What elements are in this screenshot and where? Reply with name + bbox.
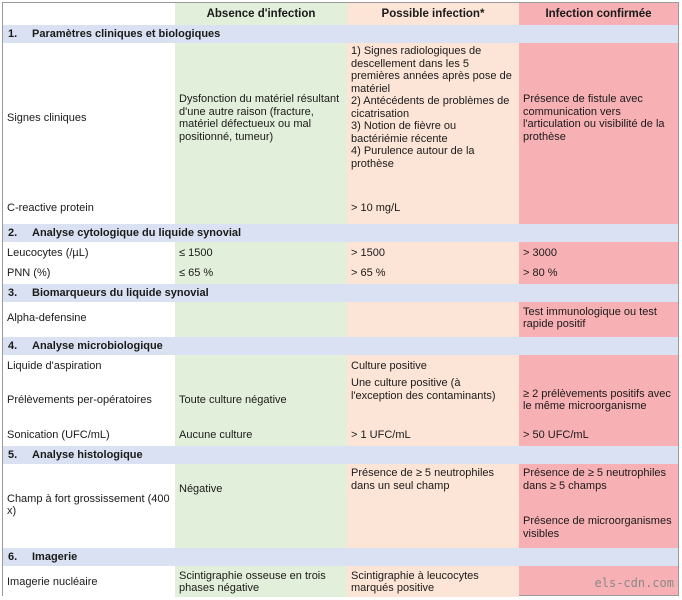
section-title: Analyse histologique [32, 449, 143, 461]
cell-imagerie-absence: Scintigraphie osseuse en trois phases négative [175, 567, 347, 597]
section-microbiology [3, 337, 678, 355]
row-label-aspiration: Liquide d'aspiration [3, 356, 175, 376]
section-number: 6. [8, 551, 18, 563]
cell-prelevements-possible: Une culture positive (à l'exception des contaminants) [347, 377, 519, 423]
section-number: 1. [8, 28, 18, 40]
cell-leucocytes-possible: > 1500 [347, 243, 519, 263]
section-title: Paramètres cliniques et biologiques [32, 28, 221, 40]
section-title: Analyse microbiologique [32, 340, 163, 352]
section-title: Analyse cytologique du liquide synovial [32, 227, 242, 239]
cell-champ-absence: Négative [175, 483, 347, 503]
cell-alpha-confirmed: Test immunologique ou test rapide positif [519, 303, 678, 333]
row-label-sonication: Sonication (UFC/mL) [3, 425, 175, 445]
cell-aspiration-possible: Culture positive [347, 356, 519, 376]
section-title: Biomarqueurs du liquide synovial [32, 287, 209, 299]
cell-champ-confirmed-2: Présence de microorganismes visibles [519, 515, 678, 545]
row-label-signes: Signes cliniques [3, 43, 175, 193]
cell-leucocytes-confirmed: > 3000 [519, 243, 678, 263]
cell-champ-possible: Présence de ≥ 5 neutrophiles dans un seul champ [347, 467, 519, 511]
cell-signes-possible: 1) Signes radiologiques de descellement dans les 5 premières années après pose de matériel 2) Antécédents de problèmes de cicatrisation 3) Notion de fièvre ou bactériémie récente 4) Purulence autour de la prothèse [347, 45, 519, 193]
cell-leucocytes-absence: ≤ 1500 [175, 243, 347, 263]
section-title: Imagerie [32, 551, 78, 563]
row-label-crp: C-reactive protein [3, 195, 175, 221]
section-clinical [3, 25, 678, 43]
watermark: els-cdn.com [594, 576, 674, 590]
header-confirmed: Infection confirmée [519, 3, 678, 25]
header-possible: Possible infection* [347, 3, 519, 25]
section-number: 2. [8, 227, 18, 239]
cell-signes-confirmed: Présence de fistule avec communication vers l'articulation ou visibilité de la prothèse [519, 43, 678, 193]
cell-crp-possible: > 10 mg/L [347, 195, 519, 221]
cell-prelevements-absence: Toute culture négative [175, 378, 347, 422]
criteria-table [2, 2, 679, 596]
section-number: 4. [8, 340, 18, 352]
cell-sonication-confirmed: > 50 UFC/mL [519, 425, 678, 445]
cell-champ-confirmed-1: Présence de ≥ 5 neutrophiles dans ≥ 5 champs [519, 467, 678, 507]
row-label-leucocytes: Leucocytes (/µL) [3, 243, 175, 263]
row-label-prelevements: Prélèvements per-opératoires [3, 378, 175, 422]
cell-pnn-possible: > 65 % [347, 263, 519, 283]
cell-imagerie-possible: Scintigraphie à leucocytes marqués positive [347, 567, 519, 597]
cell-prelevements-confirmed: ≥ 2 prélèvements positifs avec le même microorganisme [519, 378, 678, 422]
section-biomarkers [3, 284, 678, 302]
cell-pnn-absence: ≤ 65 % [175, 263, 347, 283]
section-number: 5. [8, 449, 18, 461]
section-cytology [3, 224, 678, 242]
cell-sonication-absence: Aucune culture [175, 425, 347, 445]
cell-pnn-confirmed: > 80 % [519, 263, 678, 283]
section-number: 3. [8, 287, 18, 299]
row-label-pnn: PNN (%) [3, 263, 175, 283]
section-imaging [3, 548, 678, 566]
cell-sonication-possible: > 1 UFC/mL [347, 425, 519, 445]
row-label-imagerie: Imagerie nucléaire [3, 567, 175, 597]
row-label-alpha: Alpha-defensine [3, 303, 175, 333]
row-label-champ: Champ à fort grossissement (400 x) [3, 465, 175, 545]
header-absence: Absence d'infection [175, 3, 347, 25]
cell-signes-absence: Dysfonction du matériel résultant d'une autre raison (fracture, matériel défectueux ou mal positionné, tumeur) [175, 43, 347, 193]
section-histology [3, 446, 678, 464]
